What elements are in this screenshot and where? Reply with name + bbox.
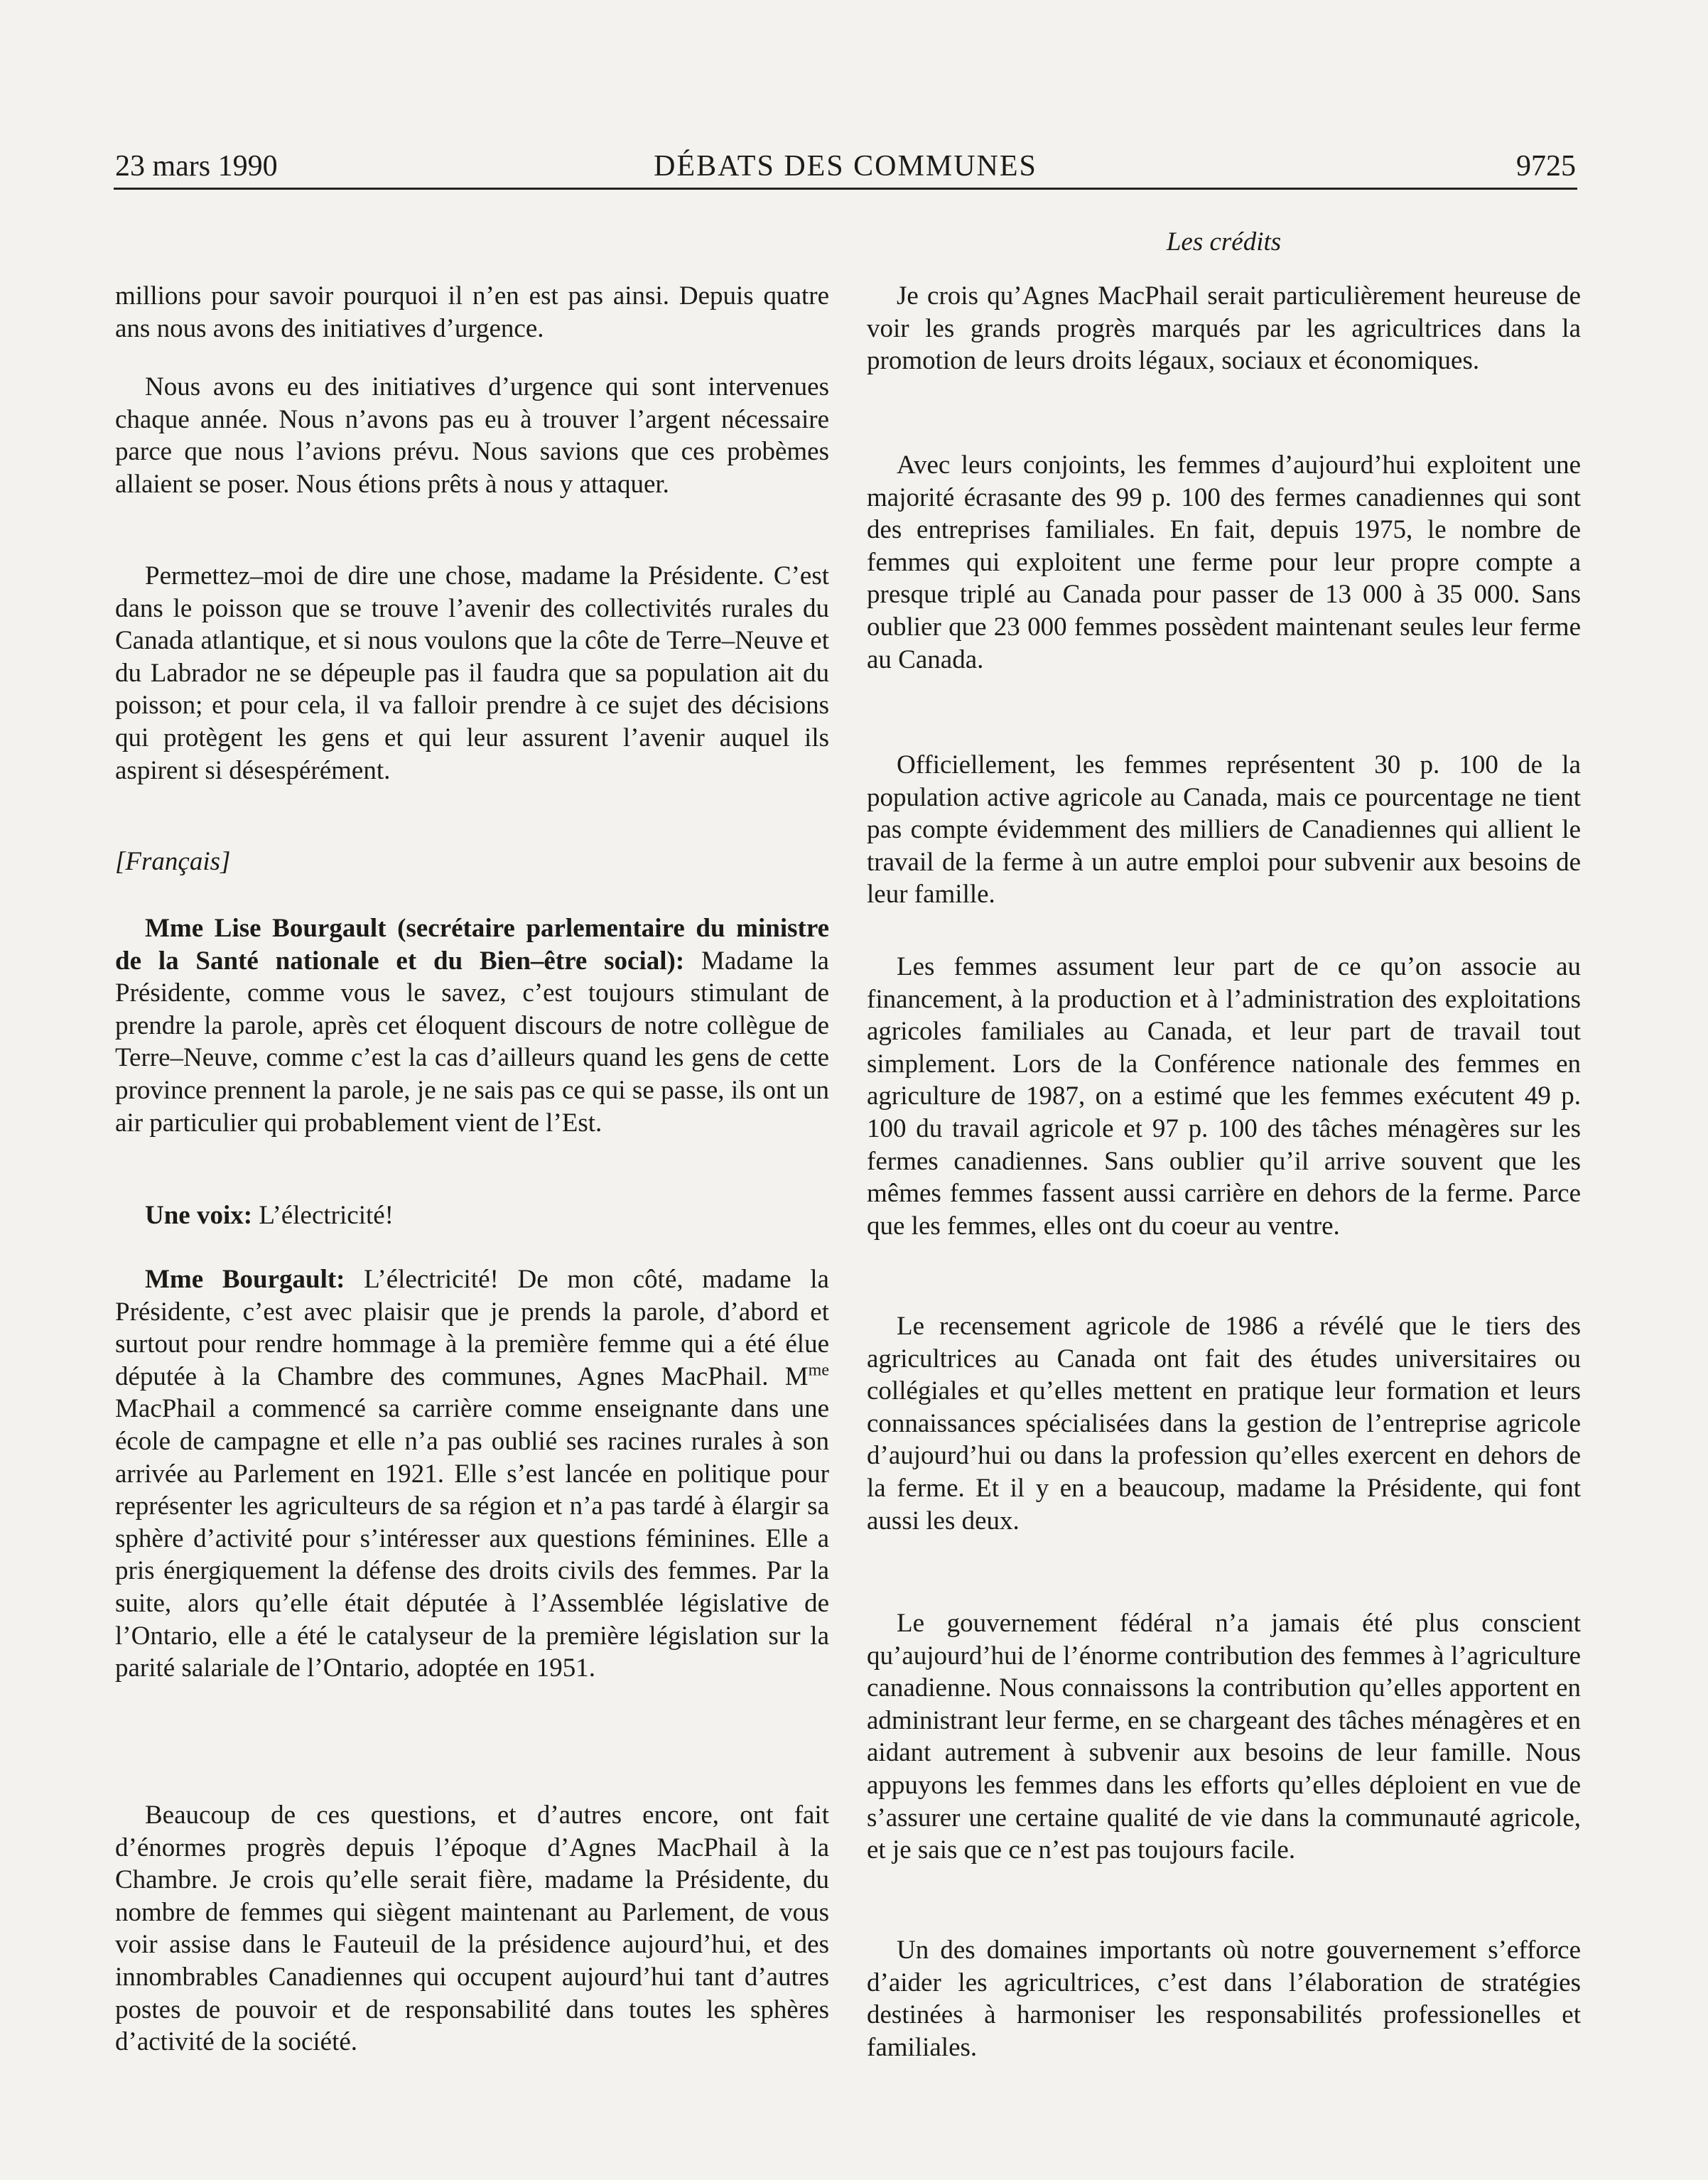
paragraph-text: L’électricité! De mon côté, madame la Présidente, c’est avec plaisir que je prends la parole, d’abord et surtout pour rendre hommage à la première femme qui a été élue députée à la Chambre des communes, Agnes MacPhail. M	[115, 1265, 829, 1391]
paragraph: Le recensement agricole de 1986 a révélé que le tiers des agricultrices au Canada ont fait des études universitaires ou collégiales et qu’elles mettent en pratique leur formation et leurs connaissances spécialisées dans la gestion de l’entreprise agricole d’aujourd’hui ou dans la profession qu’elles exercent en dehors de la ferme. Et il y en a beaucoup, madame la Présidente, qui font aussi les deux.	[867, 1312, 1581, 1536]
section-subtitle: Les crédits	[1166, 227, 1282, 257]
header-title: DÉBATS DES COMMUNES	[654, 150, 1037, 183]
paragraph-text: MacPhail a commencé sa carrière comme enseignante dans une école de campagne et elle n’a pas oublié ses racines rurales à son arrivée au Parlement en 1921. Elle s’est lancée en politique pour représenter les agriculteurs de sa région et n’a pas tardé à élargir sa sphère d’activité pour s’intéresser aux questions féminines. Elle a pris énergiquement la défense des droits civils des femmes. Par la suite, alors qu’elle était députée à l’Assemblée législative de l’Ontario, elle a été le catalyseur de la première législation sur la parité salariale de l’Ontario, adoptée en 1951.	[115, 1394, 829, 1683]
language-marker: [Français]	[115, 847, 231, 876]
paragraph-text: L’électricité!	[252, 1201, 394, 1230]
speaker-name: Mme Bourgault:	[145, 1265, 345, 1294]
paragraph: Un des domaines importants où notre gouvernement s’efforce d’aider les agricultrices, c’est dans l’élaboration de stratégies destinées à harmoniser les responsabilités professionelles et familiales.	[867, 1936, 1581, 2062]
paragraph: Je crois qu’Agnes MacPhail serait particulièrement heureuse de voir les grands progrès marqués par les agricultrices dans la promotion de leurs droits légaux, sociaux et économiques.	[867, 281, 1581, 376]
speaker-name: Mme Lise Bourgault (secrétaire parlementaire du ministre de la Santé nationale et du Bien–être social):	[115, 914, 829, 976]
paragraph: millions pour savoir pourquoi il n’en est pas ainsi. Depuis quatre ans nous avons des initiatives d’urgence.	[115, 281, 829, 343]
header-page-number: 9725	[1516, 150, 1576, 183]
paragraph	[115, 1263, 829, 1685]
header-date: 23 mars 1990	[115, 150, 278, 183]
paragraph: Nous avons eu des initiatives d’urgence qui sont intervenues chaque année. Nous n’avons pas eu à trouver l’argent nécessaire parce que nous l’avions prévu. Nous savions que ces probèmes allaient se poser. Nous étions prêts à nous y attaquer.	[115, 372, 829, 499]
paragraph: Officiellement, les femmes représentent 30 p. 100 de la population active agricole au Canada, mais ce pourcentage ne tient pas compte évidemment des milliers de Canadiennes qui allient le travail de la ferme à un autre emploi pour subvenir aux besoins de leur famille.	[867, 750, 1581, 910]
paragraph: Avec leurs conjoints, les femmes d’aujourd’hui exploitent une majorité écrasante des 99 p. 100 des fermes canadiennes qui sont des entreprises familiales. En fait, depuis 1975, le nombre de femmes qui exploitent une ferme pour leur propre compte a presque triplé au Canada pour passer de 13 000 à 35 000. Sans oublier que 23 000 femmes possèdent maintenant seules leur ferme au Canada.	[867, 450, 1581, 674]
page-header	[114, 145, 1577, 190]
paragraph: Permettez–moi de dire une chose, madame la Présidente. C’est dans le poisson que se trouve l’avenir des collectivités rurales du Canada atlantique, et si nous voulons que la côte de Terre–Neuve et du Labrador ne se dépeuple pas il faudra que sa population ait du poisson; et pour cela, il va falloir prendre à ce sujet des décisions qui protègent les gens et qui leur assurent l’avenir auquel ils aspirent si désespérément.	[115, 561, 829, 785]
paragraph: Les femmes assument leur part de ce qu’on associe au financement, à la production et à l’administration des exploitations agricoles familiales au Canada, et leur part de travail tout simplement. Lors de la Conférence nationale des femmes en agriculture de 1987, on a estimé que les femmes exécutent 49 p. 100 du travail agricole et 97 p. 100 des tâches ménagères sur les fermes canadiennes. Sans oublier qu’il arrive souvent que les mêmes femmes fassent aussi carrière en dehors de la ferme. Parce que les femmes, elles ont du coeur au ventre.	[867, 952, 1581, 1241]
paragraph	[115, 912, 829, 1139]
speaker-name: Une voix:	[145, 1201, 253, 1230]
paragraph: Beaucoup de ces questions, et d’autres encore, ont fait d’énormes progrès depuis l’époque d’Agnes MacPhail à la Chambre. Je crois qu’elle serait fière, madame la Présidente, du nombre de femmes qui siègent maintenant au Parlement, de vous voir assise dans le Fauteuil de la présidence aujourd’hui, et des innombrables Canadiennes qui occupent aujourd’hui tant d’autres postes de pouvoir et de responsabilité dans toutes les sphères d’activité de la société.	[115, 1801, 829, 2057]
superscript: me	[808, 1361, 829, 1380]
paragraph	[115, 1199, 829, 1232]
paragraph: Le gouvernement fédéral n’a jamais été plus conscient qu’aujourd’hui de l’énorme contribution des femmes à l’agriculture canadienne. Nous connaissons la contribution qu’elles apportent en administrant leur ferme, en se chargeant des tâches ménagères et en aidant autrement à subvenir aux besoins de leur famille. Nous appuyons les femmes dans les efforts qu’elles déploient en vue de s’assurer une certaine qualité de vie dans la communauté agricole, et je sais que ce n’est pas toujours facile.	[867, 1609, 1581, 1865]
paragraph-text: Madame la Présidente, comme vous le savez, c’est toujours stimulant de prendre la parole, après cet éloquent discours de notre collègue de Terre–Neuve, comme c’est la cas d’ailleurs quand les gens de cette province prennent la parole, je ne sais pas ce qui se passe, ils ont un air particulier qui probablement vient de l’Est.	[115, 946, 829, 1138]
